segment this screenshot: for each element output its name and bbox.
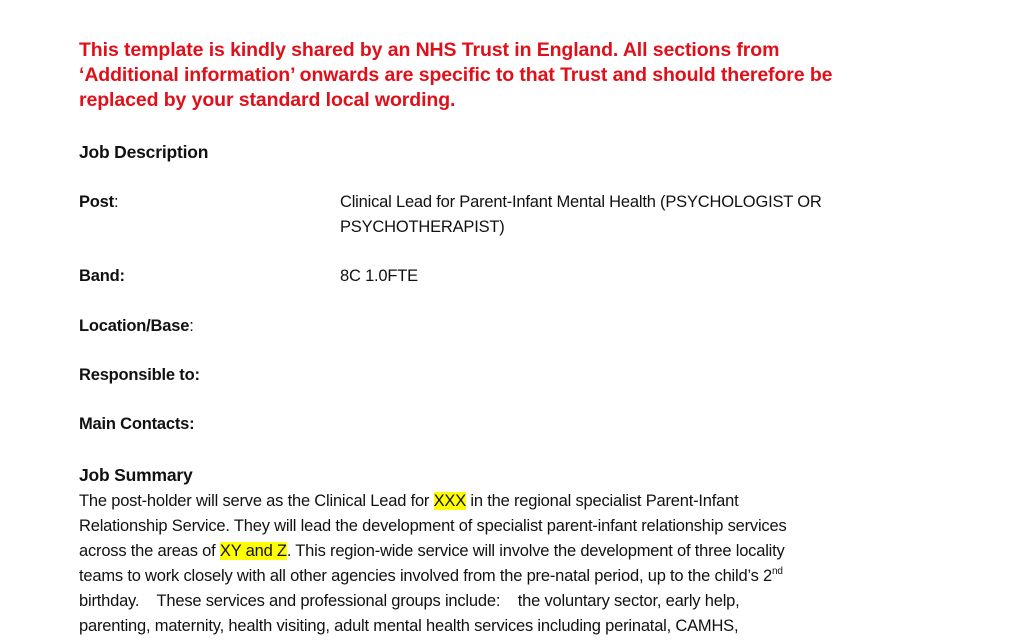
location-label (79, 317, 194, 336)
highlighted-placeholder-xxx: XXX (433, 492, 467, 510)
summary-line-3 (79, 539, 959, 564)
notice-line-3: replaced by your standard local wording. (79, 89, 456, 111)
summary-line-4 (79, 564, 959, 589)
post-value-line-2: PSYCHOTHERAPIST) (340, 218, 505, 236)
notice-line-1: This template is kindly shared by an NHS Trust in England. All sections from (79, 39, 780, 61)
job-summary-body (79, 489, 959, 639)
location-label-text: Location/Base (79, 317, 190, 335)
post-label-colon: : (113, 193, 119, 211)
band-label: Band: (79, 267, 125, 285)
summary-line-6: parenting, maternity, health visiting, adult mental health services including perinatal, CAMHS, (79, 617, 739, 635)
band-value: 8C 1.0FTE (340, 267, 418, 285)
summary-text: . This region-wide service will involve the development of three locality (286, 542, 785, 560)
summary-line-5: birthday. These services and professional groups include: the voluntary sector, early help, (79, 592, 740, 610)
main-contacts-label: Main Contacts: (79, 415, 195, 433)
summary-text: The post-holder will serve as the Clinical Lead for (79, 492, 434, 510)
ordinal-superscript: nd (772, 566, 783, 577)
post-label-text: Post (79, 193, 114, 211)
post-value (340, 190, 822, 240)
summary-text: across the areas of (79, 542, 220, 560)
summary-line-1 (79, 489, 959, 514)
summary-line-2: Relationship Service. They will lead the development of specialist parent-infant relationship services (79, 517, 787, 535)
template-notice (79, 38, 939, 113)
notice-line-2: ‘Additional information’ onwards are specific to that Trust and should therefore be (79, 64, 833, 86)
summary-text: teams to work closely with all other agencies involved from the pre-natal period, up to the child’s 2 (79, 567, 773, 585)
post-label (79, 193, 118, 212)
responsible-to-label: Responsible to: (79, 366, 200, 384)
job-description-heading: Job Description (79, 142, 209, 162)
job-summary-heading: Job Summary (79, 465, 193, 485)
location-label-colon: : (189, 317, 194, 335)
post-value-line-1: Clinical Lead for Parent-Infant Mental Health (PSYCHOLOGIST OR (340, 193, 822, 211)
summary-text: in the regional specialist Parent-Infant (466, 492, 739, 510)
highlighted-placeholder-xy-and-z: XY and Z (219, 542, 287, 560)
